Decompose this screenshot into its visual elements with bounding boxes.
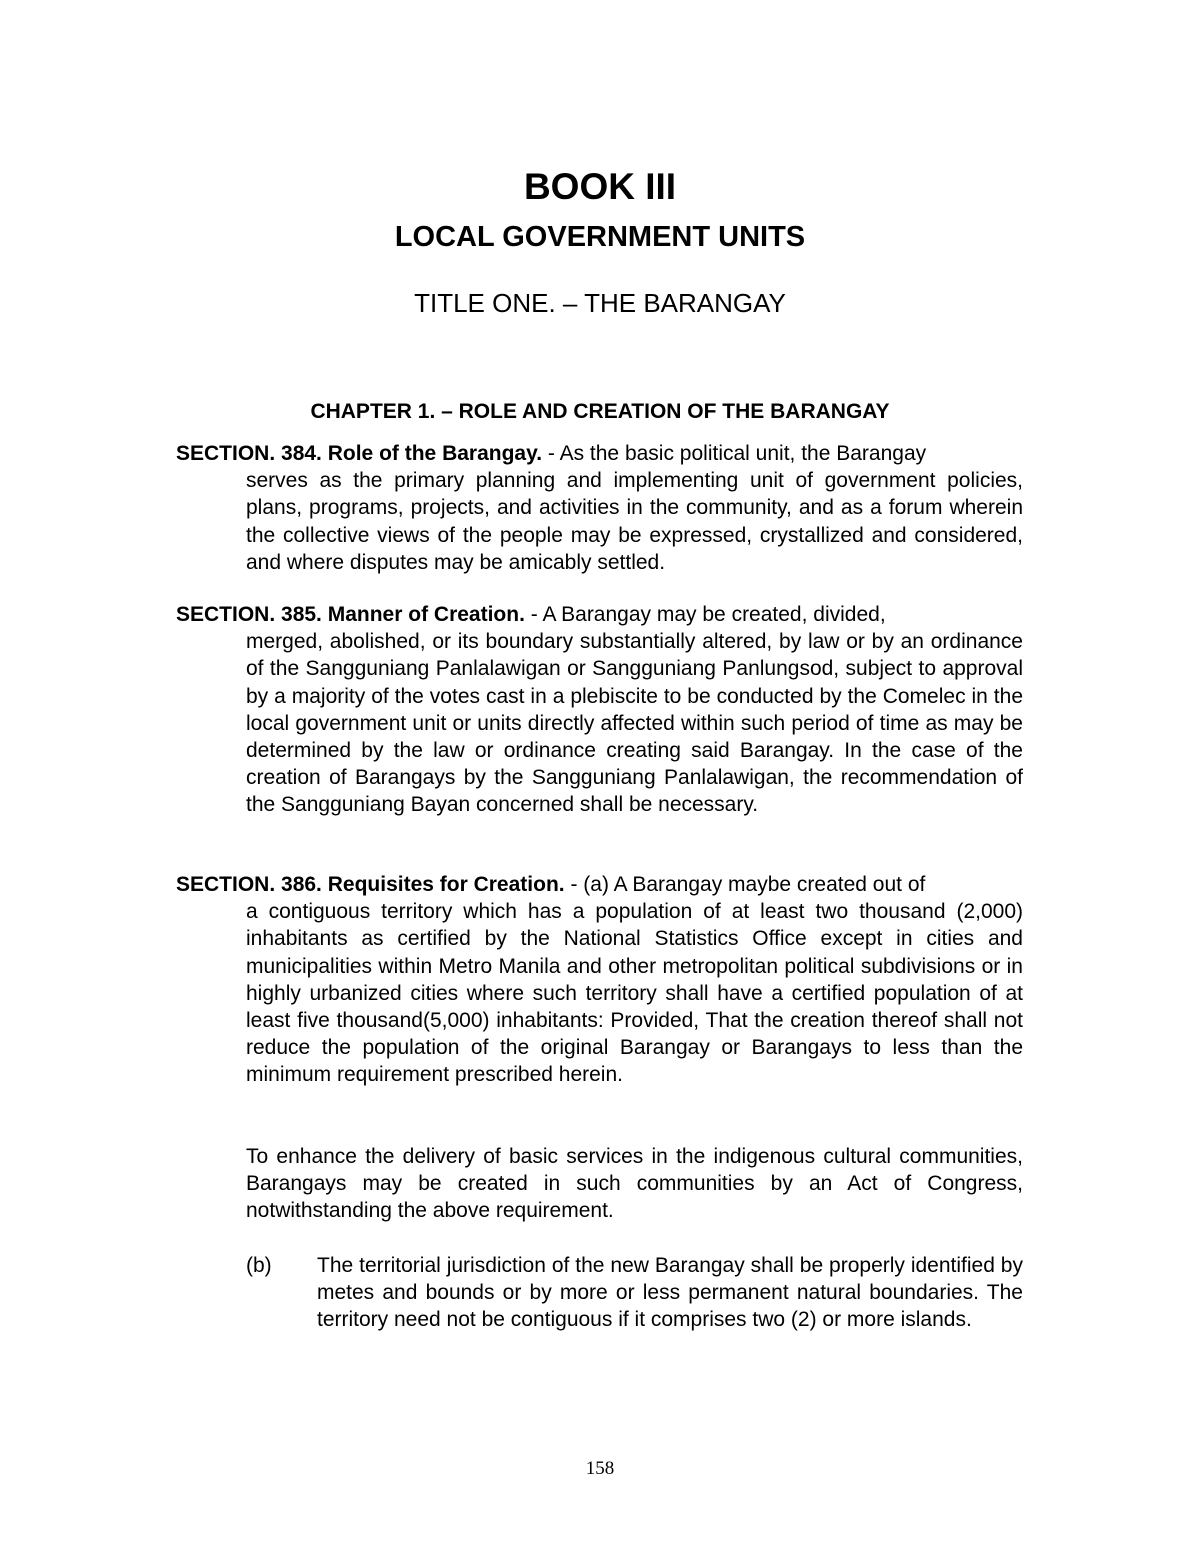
section-386-first-line: - (a) A Barangay maybe created out of (570, 873, 926, 896)
item-b-marker: (b) (246, 1254, 272, 1277)
section-384: SECTION. 384. Role of the Barangay. - As the basic political unit, the Barangay serves as the primary planning and implementing unit of government policies, plans, programs, projects, and activities in the community, and as a forum wherein the collective views of the people may be expressed, crystallized and considered, and where disputes may be amicably settled. (176, 440, 1023, 576)
section-384-body: serves as the primary planning and implementing unit of government policies, plans, programs, projects, and activities in the community, and as a forum wherein the collective views of the people may be expressed, crystallized and considered, and where disputes may be amicably settled. (246, 469, 1023, 574)
title-heading: TITLE ONE. – THE BARANGAY (414, 288, 786, 318)
section-386: SECTION. 386. Requisites for Creation. - (a) A Barangay maybe created out of a contiguous territory which has a population of at least two thousand (2,000) inhabitants as certified by the National Statistics Office except in cities and municipalities within Metro Manila and other metropolitan political subdivisions or in highly urbanized cities where such territory shall have a certified population of at least five thousand(5,000) inhabitants: Provided, That the creation thereof shall not reduce the population of the original Barangay or Barangays to less than the minimum requirement prescribed herein. (176, 871, 1023, 1089)
section-386-item-b (246, 1252, 1023, 1334)
section-386-heading: Requisites for Creation (327, 873, 559, 896)
section-386-paragraph-2: To enhance the delivery of basic services in the indigenous cultural communities, Barangays may be created in such communities by an Act of Congress, notwithstanding the above requirement. (246, 1145, 1023, 1223)
section-385-heading: Manner of Creation (327, 603, 520, 626)
section-386-body: a contiguous territory which has a population of at least two thousand (2,000) inhabitants as certified by the National Statistics Office except in cities and municipalities within Metro Manila and other metropolitan political subdivisions or in highly urbanized cities where such territory shall have a certified population of at least five thousand(5,000) inhabitants: Provided, That the creation thereof shall not reduce the population of the original Barangay or Barangays to less than the minimum requirement prescribed herein. (246, 900, 1023, 1087)
section-384-heading: Role of the Barangay (327, 442, 537, 465)
section-384-number: SECTION. 384. (176, 442, 322, 465)
item-b-text: The territorial jurisdiction of the new Barangay shall be properly identified by metes and bounds or by more or less permanent natural boundaries. The territory need not be contiguous if it comprises two (2) or more islands. (317, 1254, 1023, 1332)
section-384-first-line: - As the basic political unit, the Barangay (547, 442, 927, 465)
section-385-body: merged, abolished, or its boundary substantially altered, by law or by an ordinance of the Sangguniang Panlalawigan or Sangguniang Panlungsod, subject to approval by a majority of the votes cast in a plebiscite to be conducted by the Comelec in the local government unit or units directly affected within such period of time as may be determined by the law or ordinance creating said Barangay. In the case of the creation of Barangays by the Sangguniang Panlalawigan, the recommendation of the Sangguniang Bayan concerned shall be necessary. (246, 630, 1023, 817)
chapter-heading: CHAPTER 1. – ROLE AND CREATION OF THE BARANGAY (310, 400, 890, 423)
book-subtitle: LOCAL GOVERNMENT UNITS (394, 221, 806, 253)
book-heading: BOOK III (523, 166, 677, 207)
section-386-number: SECTION. 386. (176, 873, 322, 896)
section-385: SECTION. 385. Manner of Creation. - A Barangay may be created, divided, merged, abolished, or its boundary substantially altered, by law or by an ordinance of the Sangguniang Panlalawigan or Sangguniang Panlungsod, subject to approval by a majority of the votes cast in a plebiscite to be conducted by the Comelec in the local government unit or units directly affected within such period of time as may be determined by the law or ordinance creating said Barangay. In the case of the creation of Barangays by the Sangguniang Panlalawigan, the recommendation of the Sangguniang Bayan concerned shall be necessary. (176, 601, 1023, 819)
section-385-number: SECTION. 385. (176, 603, 322, 626)
section-385-first-line: - A Barangay may be created, divided, (530, 603, 886, 626)
page-number: 158 (585, 1458, 615, 1479)
